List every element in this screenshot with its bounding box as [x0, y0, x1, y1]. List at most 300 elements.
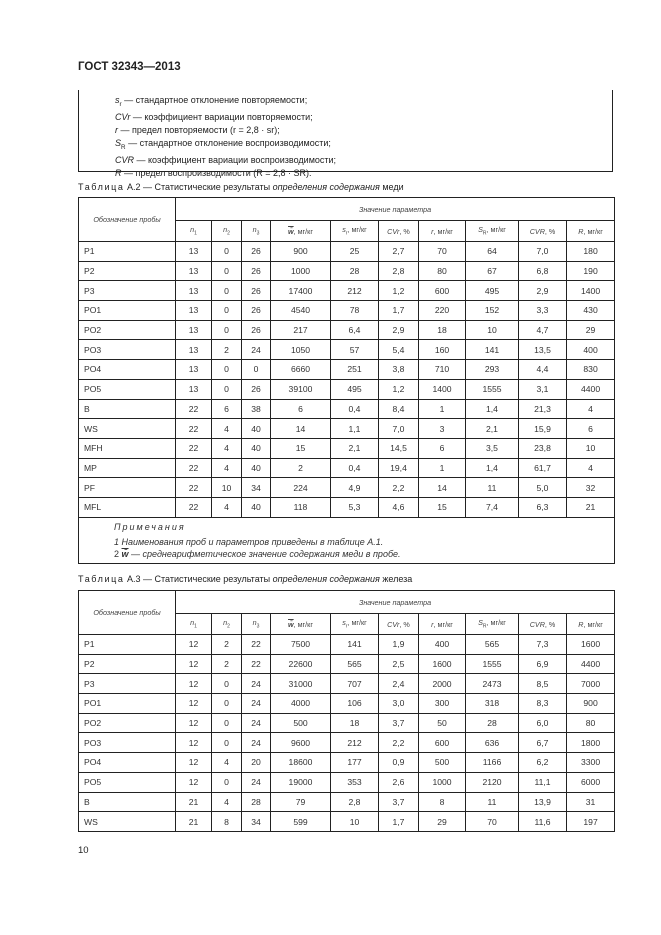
value-cell: 18600 [271, 753, 331, 773]
column-subscript: r [345, 230, 348, 237]
header-row [79, 198, 615, 221]
column-symbol: n [190, 618, 195, 628]
notes-title: Примечания [114, 521, 186, 532]
value-cell: 251 [331, 360, 379, 380]
value-cell: 22 [242, 635, 271, 655]
value-cell: 1555 [466, 379, 519, 399]
column-header [379, 221, 419, 242]
value-cell: 40 [242, 419, 271, 439]
value-cell: 2,2 [379, 733, 419, 753]
table-row [79, 261, 615, 281]
value-cell: 7,0 [379, 419, 419, 439]
table-row [79, 792, 615, 812]
sample-cell: PO2 [79, 713, 176, 733]
column-unit: , % [399, 226, 410, 236]
value-cell: 2120 [466, 772, 519, 792]
value-cell: 40 [242, 497, 271, 517]
value-cell: 212 [331, 733, 379, 753]
table-row [79, 379, 615, 399]
value-cell: 8,5 [519, 674, 567, 694]
sample-cell: P2 [79, 261, 176, 281]
value-cell: 67 [466, 261, 519, 281]
value-cell: 61,7 [519, 458, 567, 478]
table-row [79, 654, 615, 674]
value-cell: 4,7 [519, 320, 567, 340]
value-cell: 6,0 [519, 713, 567, 733]
value-cell: 12 [176, 674, 212, 694]
value-cell: 4 [567, 458, 615, 478]
value-cell: 19,4 [379, 458, 419, 478]
value-cell: 1600 [567, 635, 615, 655]
value-cell: 300 [419, 694, 466, 714]
note-text: — среднеарифметическое значение содержания меди в пробе. [128, 548, 401, 559]
value-cell: 0 [212, 713, 242, 733]
value-cell: 3 [419, 419, 466, 439]
value-cell: 353 [331, 772, 379, 792]
value-cell: 4000 [271, 694, 331, 714]
value-cell: 2 [212, 654, 242, 674]
value-cell: 8,4 [379, 399, 419, 419]
value-cell: 2473 [466, 674, 519, 694]
value-cell: 13 [176, 301, 212, 321]
value-cell: 10 [212, 478, 242, 498]
legend-item [115, 94, 612, 111]
column-unit: , мг/кг [293, 619, 313, 629]
value-cell: 15,9 [519, 419, 567, 439]
value-cell: 2000 [419, 674, 466, 694]
value-cell: 0 [212, 733, 242, 753]
value-cell: 500 [271, 713, 331, 733]
value-cell: 400 [419, 635, 466, 655]
value-cell: 4 [212, 458, 242, 478]
value-cell: 0 [242, 360, 271, 380]
value-cell: 21 [567, 497, 615, 517]
column-subscript: R [482, 230, 487, 237]
table-row [79, 497, 615, 517]
value-cell: 39100 [271, 379, 331, 399]
column-unit: , мг/кг [433, 619, 453, 629]
value-cell: 1555 [466, 654, 519, 674]
table-row [79, 340, 615, 360]
value-cell: 80 [567, 713, 615, 733]
value-cell: 495 [466, 281, 519, 301]
column-unit: , мг/кг [583, 226, 603, 236]
sample-cell: MFH [79, 438, 176, 458]
sample-cell: PO4 [79, 753, 176, 773]
value-cell: 1,2 [379, 379, 419, 399]
value-cell: 4,9 [331, 478, 379, 498]
value-cell: 22 [176, 438, 212, 458]
table-a2 [78, 197, 615, 564]
sample-cell: PO5 [79, 379, 176, 399]
sample-cell: PO2 [79, 320, 176, 340]
value-cell: 830 [567, 360, 615, 380]
value-cell: 29 [419, 812, 466, 832]
caption-prefix: Таблица [78, 182, 125, 192]
value-cell: 18 [419, 320, 466, 340]
table-row [79, 458, 615, 478]
table-a3 [78, 590, 615, 832]
value-cell: 6,7 [519, 733, 567, 753]
parameter-group-header: Значение параметра [176, 591, 615, 614]
value-cell: 28 [331, 261, 379, 281]
value-cell: 21 [176, 792, 212, 812]
value-cell: 22600 [271, 654, 331, 674]
value-cell: 600 [419, 281, 466, 301]
sample-cell: PO1 [79, 694, 176, 714]
column-header [176, 614, 212, 635]
column-symbol: n [223, 225, 228, 235]
value-cell: 6,3 [519, 497, 567, 517]
value-cell: 2,5 [379, 654, 419, 674]
column-symbol: S [478, 618, 483, 628]
column-symbol: S [478, 225, 483, 235]
value-cell: 600 [419, 733, 466, 753]
value-cell: 26 [242, 281, 271, 301]
sample-cell: PF [79, 478, 176, 498]
sample-cell: MP [79, 458, 176, 478]
value-cell: 12 [176, 635, 212, 655]
value-cell: 34 [242, 812, 271, 832]
value-cell: 24 [242, 772, 271, 792]
mean-symbol: w̄ [121, 548, 129, 559]
column-header [419, 614, 466, 635]
column-unit: , мг/кг [347, 225, 367, 235]
value-cell: 22 [176, 419, 212, 439]
value-cell: 0 [212, 360, 242, 380]
value-cell: 0 [212, 281, 242, 301]
value-cell: 6,8 [519, 261, 567, 281]
value-cell: 197 [567, 812, 615, 832]
column-symbol: CVr [387, 619, 400, 629]
column-header [331, 221, 379, 242]
value-cell: 11,1 [519, 772, 567, 792]
column-unit: , мг/кг [486, 618, 506, 628]
value-cell: 15 [419, 497, 466, 517]
standard-header: ГОСТ 32343—2013 [78, 61, 181, 73]
legend-subscript: R [121, 143, 126, 151]
column-subscript: 2 [227, 230, 230, 237]
column-subscript: 1 [194, 623, 197, 630]
value-cell: 0,9 [379, 753, 419, 773]
value-cell: 6 [271, 399, 331, 419]
value-cell: 24 [242, 340, 271, 360]
value-cell: 599 [271, 812, 331, 832]
value-cell: 160 [419, 340, 466, 360]
legend-text: — предел воспроизводимости (R = 2,8 · SR). [121, 167, 312, 178]
value-cell: 2 [271, 458, 331, 478]
sample-cell: P1 [79, 635, 176, 655]
sample-header: Обозначение пробы [79, 591, 176, 635]
value-cell: 4,4 [519, 360, 567, 380]
legend-symbol: s [115, 95, 120, 105]
column-unit: , мг/кг [293, 226, 313, 236]
value-cell: 24 [242, 713, 271, 733]
legend-symbol: S [115, 137, 122, 148]
value-cell: 565 [466, 635, 519, 655]
value-cell: 3,1 [519, 379, 567, 399]
column-subscript: 1 [194, 230, 197, 237]
value-cell: 0 [212, 301, 242, 321]
table-row [79, 438, 615, 458]
value-cell: 430 [567, 301, 615, 321]
value-cell: 710 [419, 360, 466, 380]
value-cell: 2,6 [379, 772, 419, 792]
column-symbol: n [223, 618, 228, 628]
value-cell: 0 [212, 772, 242, 792]
table-row [79, 360, 615, 380]
column-unit: , мг/кг [486, 225, 506, 235]
value-cell: 1 [419, 458, 466, 478]
value-cell: 0 [212, 694, 242, 714]
value-cell: 3,7 [379, 792, 419, 812]
value-cell: 3,5 [466, 438, 519, 458]
value-cell: 141 [331, 635, 379, 655]
value-cell: 2,9 [519, 281, 567, 301]
value-cell: 318 [466, 694, 519, 714]
value-cell: 1600 [419, 654, 466, 674]
value-cell: 6660 [271, 360, 331, 380]
caption-end: меди [379, 182, 404, 192]
column-symbol: w̄ [288, 226, 294, 236]
value-cell: 31000 [271, 674, 331, 694]
sample-cell: P3 [79, 674, 176, 694]
column-subscript: r [345, 623, 348, 630]
column-symbol: CVr [387, 226, 400, 236]
value-cell: 500 [419, 753, 466, 773]
column-symbol: r [431, 226, 434, 236]
legend-item [115, 111, 612, 124]
value-cell: 22 [176, 478, 212, 498]
column-header [176, 221, 212, 242]
value-cell: 15 [271, 438, 331, 458]
value-cell: 1000 [271, 261, 331, 281]
column-subscript: 2 [227, 623, 230, 630]
value-cell: 6 [567, 419, 615, 439]
column-symbol: s [342, 225, 346, 235]
column-symbol: w̄ [288, 619, 294, 629]
value-cell: 900 [567, 694, 615, 714]
value-cell: 1,4 [466, 458, 519, 478]
column-header [212, 221, 242, 242]
value-cell: 12 [176, 753, 212, 773]
table-row [79, 419, 615, 439]
value-cell: 7000 [567, 674, 615, 694]
table-row [79, 713, 615, 733]
table-row [79, 694, 615, 714]
value-cell: 13 [176, 379, 212, 399]
column-header [212, 614, 242, 635]
value-cell: 12 [176, 713, 212, 733]
value-cell: 21,3 [519, 399, 567, 419]
table-row [79, 242, 615, 262]
value-cell: 7,4 [466, 497, 519, 517]
value-cell: 12 [176, 654, 212, 674]
value-cell: 4,6 [379, 497, 419, 517]
value-cell: 1,1 [331, 419, 379, 439]
column-header [271, 614, 331, 635]
value-cell: 7,0 [519, 242, 567, 262]
value-cell: 2,1 [331, 438, 379, 458]
value-cell: 2,2 [379, 478, 419, 498]
value-cell: 11,6 [519, 812, 567, 832]
value-cell: 190 [567, 261, 615, 281]
value-cell: 220 [419, 301, 466, 321]
value-cell: 78 [331, 301, 379, 321]
value-cell: 38 [242, 399, 271, 419]
column-header [567, 614, 615, 635]
value-cell: 2,4 [379, 674, 419, 694]
value-cell: 13 [176, 320, 212, 340]
legend-subscript: r [119, 100, 122, 108]
value-cell: 5,3 [331, 497, 379, 517]
value-cell: 8,3 [519, 694, 567, 714]
value-cell: 141 [466, 340, 519, 360]
value-cell: 0 [212, 320, 242, 340]
value-cell: 1050 [271, 340, 331, 360]
value-cell: 11 [466, 792, 519, 812]
value-cell: 14 [271, 419, 331, 439]
value-cell: 4 [212, 419, 242, 439]
column-header [466, 614, 519, 635]
column-header [519, 614, 567, 635]
value-cell: 26 [242, 379, 271, 399]
value-cell: 4400 [567, 379, 615, 399]
column-header [519, 221, 567, 242]
value-cell: 80 [419, 261, 466, 281]
value-cell: 13 [176, 340, 212, 360]
caption-end: железа [379, 574, 413, 584]
value-cell: 32 [567, 478, 615, 498]
value-cell: 26 [242, 320, 271, 340]
value-cell: 2 [212, 340, 242, 360]
value-cell: 22 [176, 497, 212, 517]
value-cell: 70 [466, 812, 519, 832]
value-cell: 7500 [271, 635, 331, 655]
column-symbol: CVR [529, 619, 545, 629]
value-cell: 2,1 [466, 419, 519, 439]
value-cell: 6 [419, 438, 466, 458]
value-cell: 19000 [271, 772, 331, 792]
value-cell: 13 [176, 360, 212, 380]
value-cell: 1,7 [379, 301, 419, 321]
value-cell: 4 [212, 753, 242, 773]
legend-text: — коэффициент вариации воспроизводимости; [134, 154, 337, 165]
value-cell: 1400 [567, 281, 615, 301]
value-cell: 22 [176, 458, 212, 478]
column-header [271, 221, 331, 242]
column-header [242, 614, 271, 635]
value-cell: 28 [242, 792, 271, 812]
table-notes [79, 517, 615, 563]
legend-text: — стандартное отклонение воспроизводимости; [125, 137, 331, 148]
column-symbol: s [342, 618, 346, 628]
value-cell: 4400 [567, 654, 615, 674]
value-cell: 26 [242, 301, 271, 321]
legend-item [115, 124, 612, 137]
value-cell: 5,4 [379, 340, 419, 360]
value-cell: 4 [212, 438, 242, 458]
value-cell: 0 [212, 242, 242, 262]
value-cell: 6000 [567, 772, 615, 792]
legend-symbol: R [115, 167, 122, 178]
value-cell: 4 [212, 792, 242, 812]
legend-symbol: CVR [115, 154, 135, 165]
table-row [79, 733, 615, 753]
value-cell: 0 [212, 261, 242, 281]
value-cell: 2 [212, 635, 242, 655]
value-cell: 40 [242, 458, 271, 478]
value-cell: 1800 [567, 733, 615, 753]
value-cell: 26 [242, 242, 271, 262]
column-unit: , % [544, 226, 556, 236]
value-cell: 22 [242, 654, 271, 674]
value-cell: 2,9 [379, 320, 419, 340]
note-2 [114, 548, 614, 560]
value-cell: 1000 [419, 772, 466, 792]
value-cell: 0,4 [331, 458, 379, 478]
value-cell: 6,2 [519, 753, 567, 773]
value-cell: 13,9 [519, 792, 567, 812]
sample-cell: B [79, 792, 176, 812]
value-cell: 8 [419, 792, 466, 812]
column-symbol: R [578, 226, 584, 236]
value-cell: 1,7 [379, 812, 419, 832]
table-row [79, 812, 615, 832]
value-cell: 636 [466, 733, 519, 753]
value-cell: 4 [567, 399, 615, 419]
sample-cell: MFL [79, 497, 176, 517]
value-cell: 40 [242, 438, 271, 458]
caption-italic: определения содержания [272, 182, 380, 192]
sample-cell: PO5 [79, 772, 176, 792]
value-cell: 20 [242, 753, 271, 773]
note-text: 1 Наименования проб и параметров приведены в таблице А.1. [114, 536, 384, 547]
value-cell: 24 [242, 674, 271, 694]
column-symbol: n [252, 225, 257, 235]
sample-cell: WS [79, 812, 176, 832]
value-cell: 50 [419, 713, 466, 733]
value-cell: 18 [331, 713, 379, 733]
column-header [567, 221, 615, 242]
sample-cell: PO3 [79, 733, 176, 753]
value-cell: 21 [176, 812, 212, 832]
value-cell: 31 [567, 792, 615, 812]
value-cell: 6 [212, 399, 242, 419]
value-cell: 24 [242, 733, 271, 753]
column-unit: , % [544, 619, 556, 629]
column-header [242, 221, 271, 242]
value-cell: 1166 [466, 753, 519, 773]
value-cell: 152 [466, 301, 519, 321]
value-cell: 23,8 [519, 438, 567, 458]
legend-item [115, 154, 612, 167]
column-unit: , % [399, 619, 410, 629]
value-cell: 3300 [567, 753, 615, 773]
value-cell: 4 [212, 497, 242, 517]
table-row [79, 320, 615, 340]
table-row [79, 301, 615, 321]
value-cell: 79 [271, 792, 331, 812]
value-cell: 64 [466, 242, 519, 262]
column-subscript: 3 [256, 230, 260, 237]
sample-cell: WS [79, 419, 176, 439]
value-cell: 1400 [419, 379, 466, 399]
value-cell: 0,4 [331, 399, 379, 419]
table-row [79, 772, 615, 792]
page-number: 10 [78, 845, 89, 856]
value-cell: 14,5 [379, 438, 419, 458]
